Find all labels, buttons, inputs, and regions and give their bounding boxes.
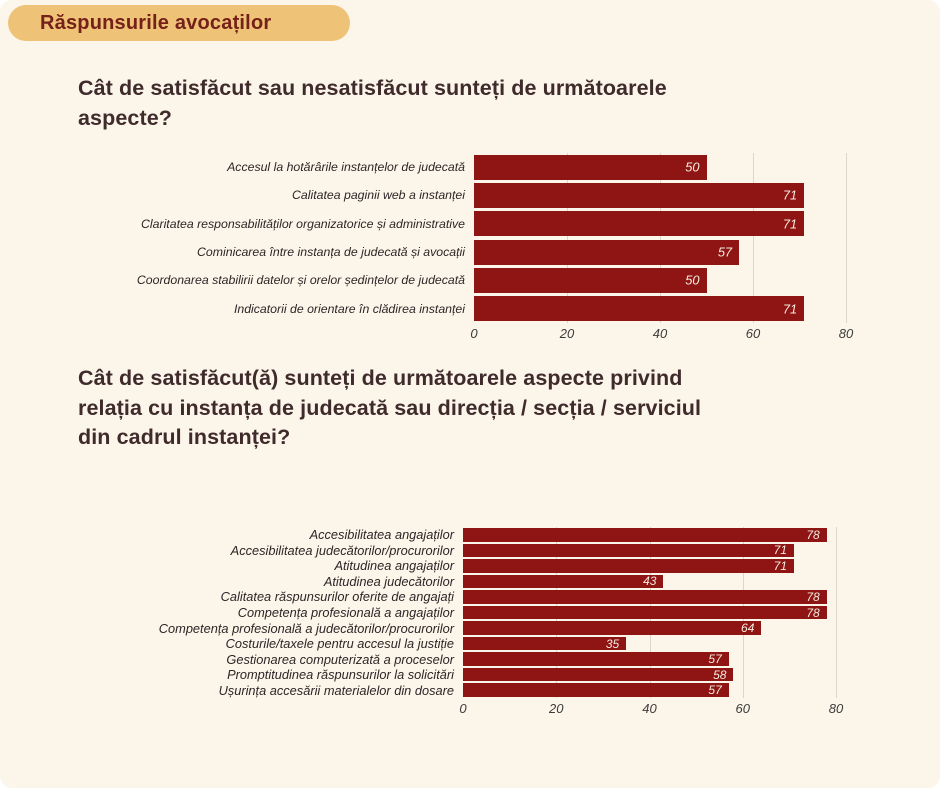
bar-track [463,637,836,651]
bar-row [70,153,846,181]
chart-1-title-line-1: Cât de satisfăcut sau nesatisfăcut sunteți de următoarele [78,76,667,100]
chart-2-title-line-3: din cadrul instanței? [78,425,291,450]
chart-1-title-line-2: aspecte? [78,105,173,130]
category-label: Competența profesională a angajaților [237,605,454,620]
responses-badge-label: Răspunsurile avocaților [40,11,272,34]
bar-track [474,155,846,180]
plot-area [70,153,846,323]
plot-area [62,527,836,698]
bar-track [463,528,836,542]
bar [463,559,794,573]
chart-2-title-line-2: relația cu instanța de judecată sau direcția / secția / serviciul [78,395,702,420]
x-axis [470,325,854,346]
value-label: 71 [782,301,798,317]
bar [474,268,707,293]
bar-track [463,606,836,620]
value-label: 64 [741,621,755,636]
value-label: 58 [713,667,727,682]
bar-row [62,667,836,683]
axis-tick: 0 [470,325,478,341]
bar [474,183,804,208]
bar-track [474,268,846,293]
chart-2-title [78,364,898,453]
value-label: 78 [806,527,820,542]
axis-tick: 60 [735,701,750,717]
bar-track [463,544,836,558]
axis-tick: 80 [838,325,854,341]
value-label: 57 [717,244,733,260]
category-label: Atitudinea judecătorilor [323,573,454,589]
value-label: 71 [782,187,798,203]
gridline [836,527,837,698]
bar-row [70,294,846,322]
bar [463,606,827,620]
axis-tick: 0 [459,701,467,717]
bar-row [62,636,836,652]
bar-row [62,574,836,590]
bar-row [62,589,836,605]
bar-row [70,266,846,294]
axis-tick: 20 [549,701,564,717]
bar-row [70,181,846,209]
category-label: Costurile/taxele pentru accesul la justiție [225,636,454,652]
bar-track [463,559,836,573]
bar-track [463,575,836,589]
bar [463,544,794,558]
bar-row [62,558,836,574]
value-label: 57 [708,683,722,698]
bar [463,652,729,666]
value-label: 71 [773,558,788,573]
category-label: Accesibilitatea judecătorilor/procurorilor [230,542,454,558]
responses-badge [8,5,350,41]
axis-tick: 20 [559,325,575,341]
chart-2-title-line-1: Cât de satisfăcut(ă) sunteți de următoarele aspecte privind [78,366,683,390]
bar-track [474,296,846,321]
court-relation-aspects-chart [62,527,844,721]
bar [474,296,804,321]
axis-tick: 40 [642,701,657,717]
category-label: Calitatea răspunsurilor oferite de angajați [220,589,454,605]
bar [463,683,729,697]
bar-track [463,590,836,604]
bar-row [70,238,846,266]
value-label: 71 [773,543,788,558]
bar [463,528,827,542]
category-label: Coordonarea stabilirii datelor și orelor ședințelor de judecată [136,273,465,288]
bar [463,590,827,604]
category-label: Promptitudinea răspunsurilor la solicitări [227,667,454,683]
bar [474,155,707,180]
chart-1-title [78,74,858,133]
category-label: Ușurința accesării materialelor din dosare [218,682,454,698]
bar-row [70,210,846,238]
value-label: 78 [806,605,820,620]
bar [463,621,761,635]
axis-tick: 60 [745,325,761,341]
value-label: 50 [685,272,700,288]
bar [463,575,663,589]
axis-tick: 80 [828,701,844,717]
axis-tick: 40 [652,325,668,341]
bar [463,668,733,682]
category-label: Accesibilitatea angajaților [309,527,454,543]
value-label: 43 [643,574,657,589]
bar-track [463,621,836,635]
bar [474,240,739,265]
value-label: 78 [806,589,820,604]
x-axis [459,701,844,721]
bar [463,637,626,651]
value-label: 71 [782,216,798,232]
bar-track [474,211,846,236]
value-label: 57 [708,652,722,667]
category-label: Accesul la hotărârile instanțelor de judecată [227,160,465,175]
bar-track [474,183,846,208]
satisfaction-aspects-chart [70,153,854,346]
gridline [846,153,847,323]
bar-row [62,605,836,621]
category-label: Gestionarea computerizată a proceselor [226,651,454,667]
bar [474,211,804,236]
category-label: Calitatea paginii web a instanței [292,188,465,203]
category-label: Competența profesională a judecătorilor/procurorilor [158,620,454,636]
bar-track [474,240,846,265]
category-label: Atitudinea angajaților [334,558,454,574]
bar-row [62,543,836,559]
value-label: 50 [685,159,700,175]
bar-row [62,651,836,667]
category-label: Indicatorii de orientare în clădirea instanței [233,301,465,316]
bar-track [463,652,836,666]
value-label: 35 [605,636,620,651]
bar-track [463,683,836,697]
bar-track [463,668,836,682]
bar-row [62,527,836,543]
category-label: Claritatea responsabilităților organizatorice și administrative [141,216,465,231]
bar-row [62,620,836,636]
category-label: Cominicarea între instanța de judecată și avocații [197,245,465,260]
bar-row [62,682,836,698]
